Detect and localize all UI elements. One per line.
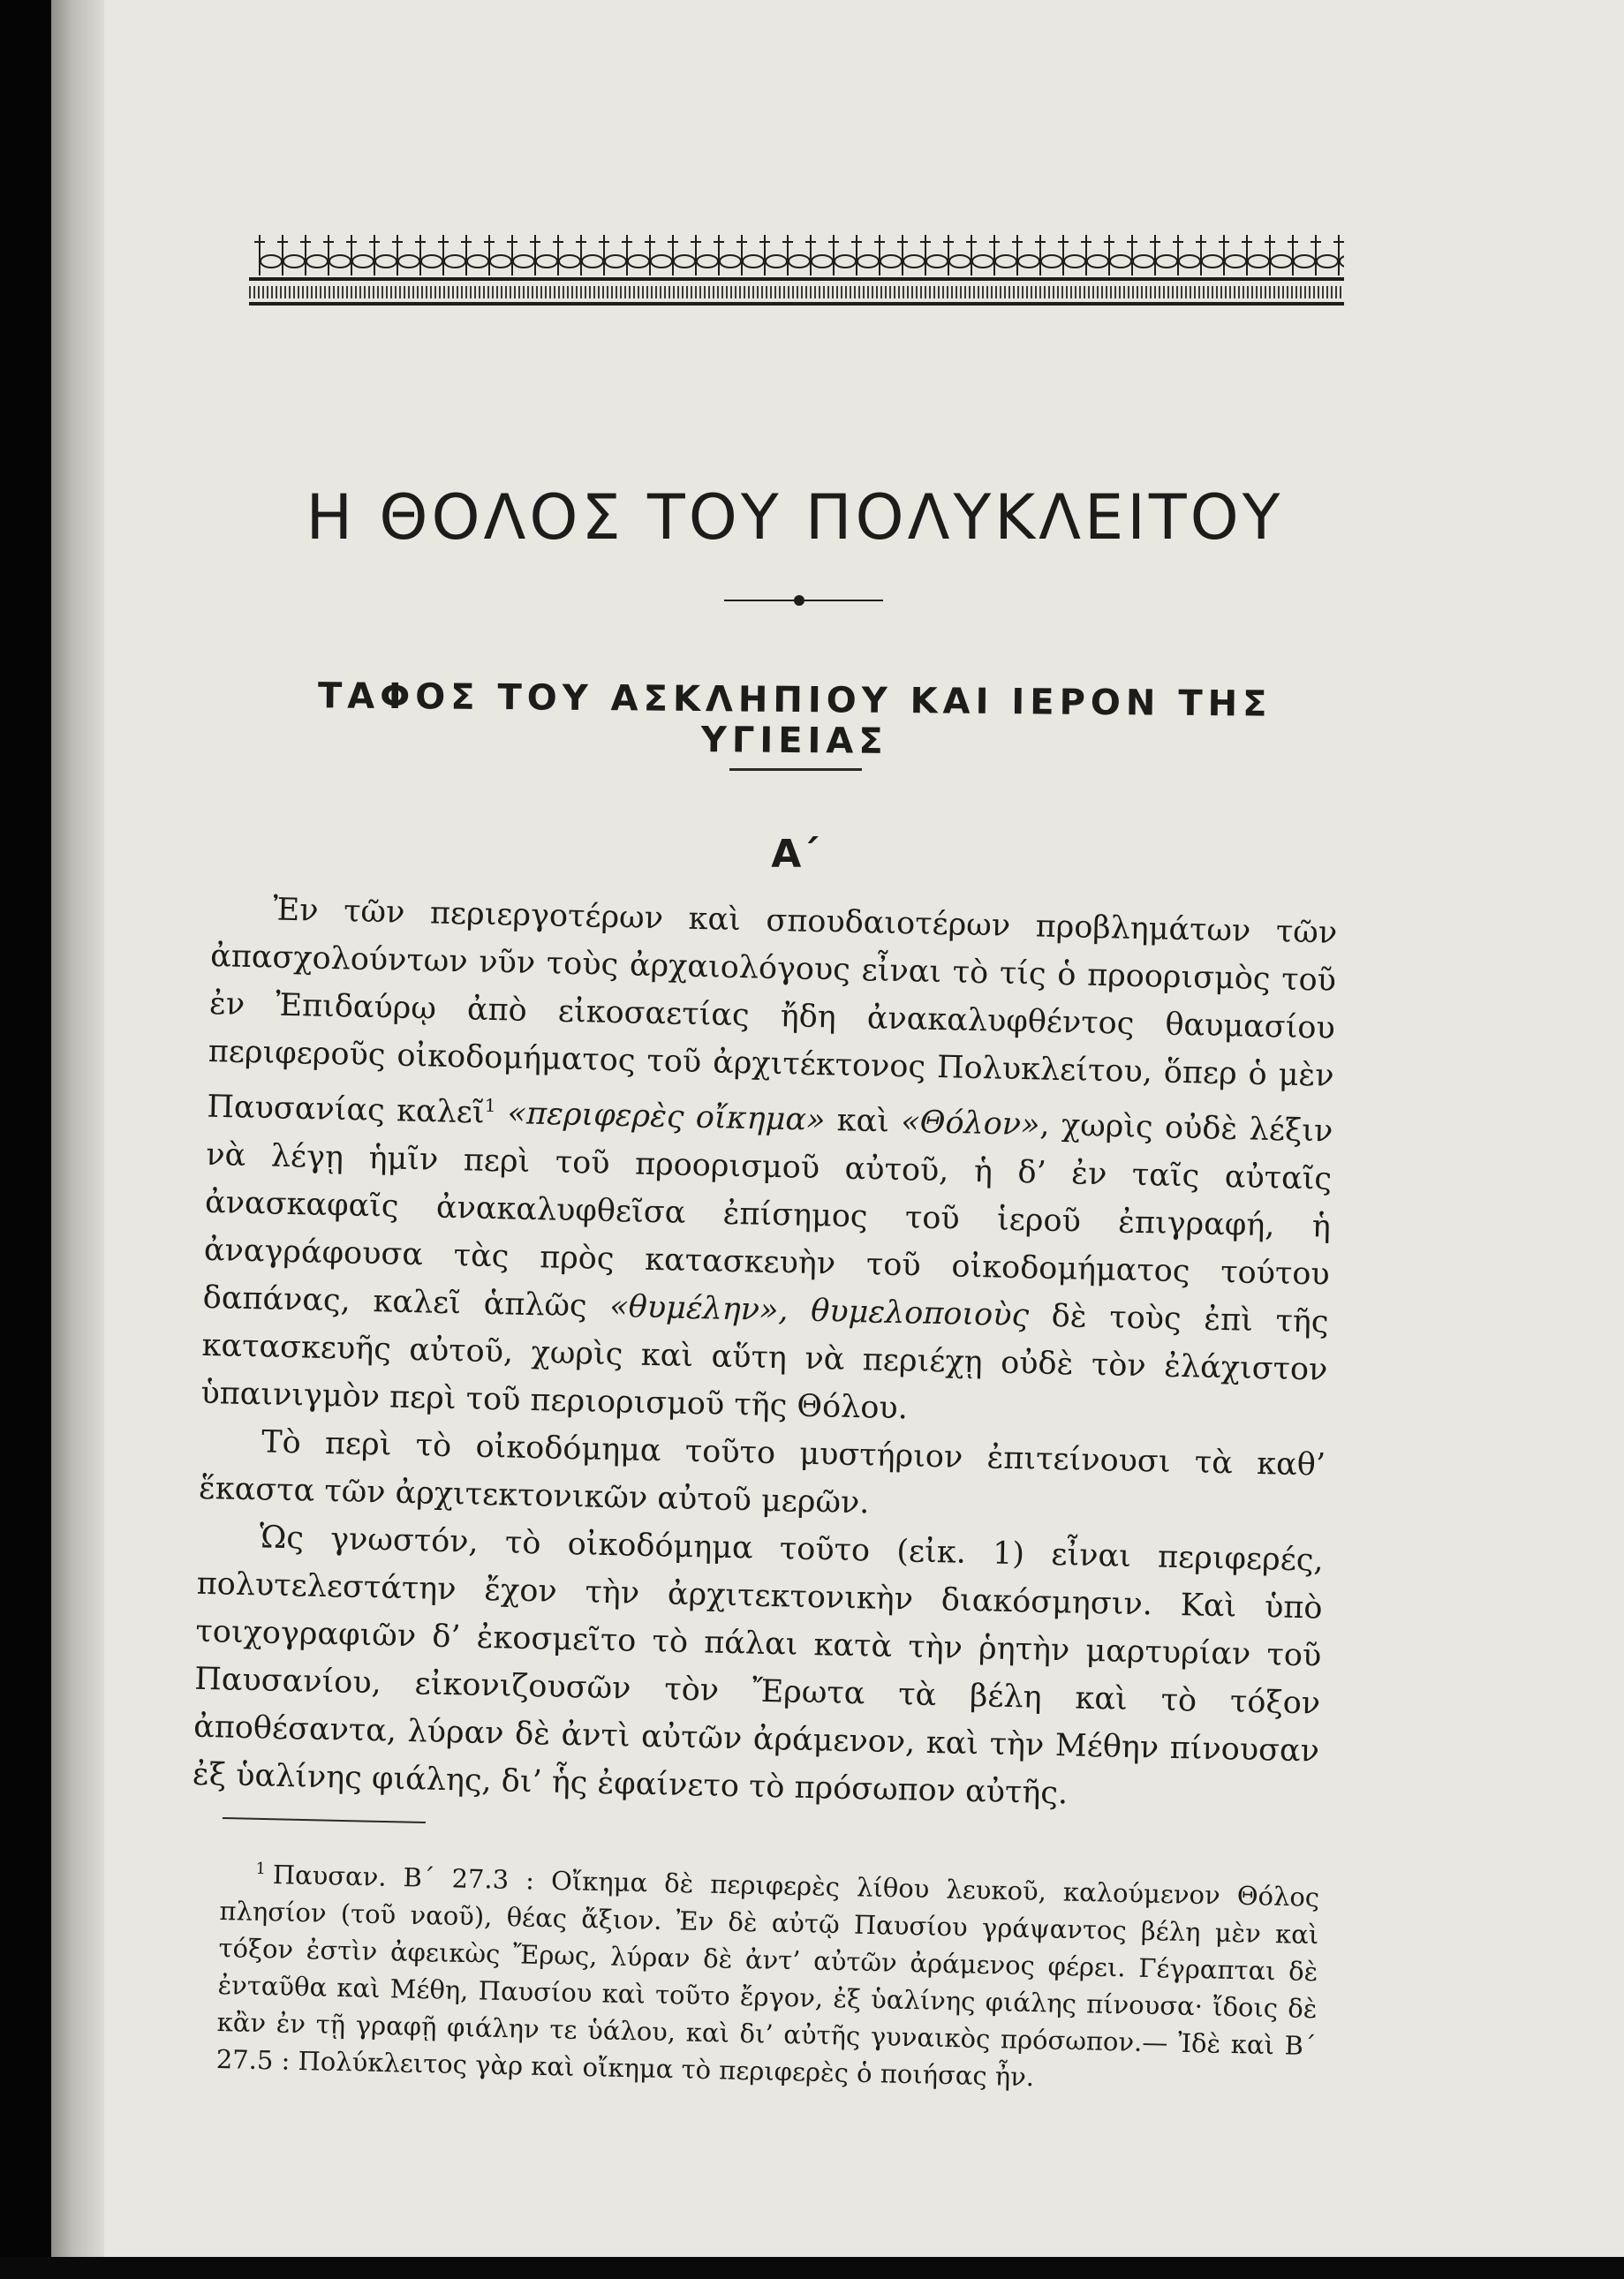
body-text-run	[495, 1096, 508, 1131]
section-number: Α΄	[771, 832, 819, 877]
body-text-run: Ἐν τῶν περιεργοτέρων καὶ σπουδαιοτέρων προβλημάτων τῶν ἀπασχολούντων νῦν τοὺς ἀρχαιολόγους εἶναι τὸ τίς ὁ προορισμὸς τοῦ ἐν Ἐπιδαύρῳ ἀπὸ εἰκοσαετίας ἤδη ἀνακαλυφθέντος θαυμασίου περιφεροῦς οἰκοδομήματος τοῦ ἀρχιτέκτονος Πολυκλείτου, ὅπερ ὁ μὲν Παυσανίας καλεῖ	[207, 892, 1338, 1131]
body-paragraph	[192, 1512, 1324, 1822]
body-text-run: Ὡς γνωστόν, τὸ οἰκοδόμημα τοῦτο (εἰκ. 1) εἶναι περιφερές, πολυτελεστάτην ἔχον τὴν ἀρχιτεκτονικὴν διακόσμησιν. Καὶ ὑπὸ τοιχογραφιῶν δ’ ἐκοσμεῖτο τὸ πάλαι κατὰ τὴν ῥητὴν μαρτυρίαν τοῦ Παυσανίου, εἰκονιζουσῶν τὸν Ἔρωτα τὰ βέλη καὶ τὸ τόξον ἀποθέσαντα, λύραν δὲ ἀντὶ αὐτῶν ἀράμενον, καὶ τὴν Μέθην πίνουσαν ἐξ ὑαλίνης φιάλης, δι’ ἧς ἐφαίνετο τὸ πρόσωπον αὐτῆς.	[192, 1520, 1325, 1812]
page-title: Η ΘΟΛΟΣ ΤΟΥ ΠΟΛΥΚΛΕΙΤΟΥ	[306, 481, 1284, 554]
subtitle-rule	[729, 768, 862, 771]
footnotes	[215, 1850, 1319, 2102]
body-text-run: Τὸ περὶ τὸ οἰκοδόμημα τοῦτο μυστήριον ἐπιτείνουσι τὰ καθ’ ἕκαστα τῶν ἀρχιτεκτονικῶν αὐτοῦ μερῶν.	[198, 1424, 1326, 1521]
italic-quotation: «θυμέλην», θυμελοποιοὺς	[608, 1288, 1030, 1333]
body-paragraph	[200, 885, 1338, 1441]
page-subtitle: ΤΑΦΟΣ ΤΟΥ ΑΣΚΛΗΠΙΟΥ ΚΑΙ ΙΕΡΟΝ ΤΗΣ ΥΓΙΕΙΑΣ	[317, 675, 1273, 762]
footnote	[215, 1850, 1319, 2102]
body-text-run: , χωρὶς οὐδὲ λέξιν νὰ λέγῃ ἡμῖν περὶ τοῦ προορισμοῦ αὐτοῦ, ἡ δ’ ἐν ταῖς αὐταῖς ἀνασκαφαῖς ἀνακαλυφθεῖσα ἐπίσημος τοῦ ἱεροῦ ἐπιγραφή, ἡ ἀναγράφουσα τὰς πρὸς κατασκευὴν τοῦ οἰκοδομήματος τούτου δαπάνας, καλεῖ ἁπλῶς	[202, 1107, 1333, 1324]
decorative-headpiece-ornament	[249, 231, 1344, 328]
scan-page-gutter	[51, 0, 104, 2279]
italic-quotation: «Θόλον»	[900, 1104, 1040, 1143]
scan-dark-edge-left	[0, 0, 51, 2279]
scan-dark-edge-bottom	[0, 2257, 1624, 2279]
footnote-marker: 1	[255, 1859, 267, 1879]
body-text	[192, 885, 1337, 1822]
footnote-text: Παυσαν. Β΄ 27.3 : Οἴκημα δὲ περιφερὲς λίθου λευκοῦ, καλούμενον Θόλος πλησίον (τοῦ ναοῦ), θέας ἄξιον. Ἐν δὲ αὐτῷ Παυσίου γράψαντος βέλη μὲν καὶ τόξον ἐστὶν ἀφεικὼς Ἔρως, λύραν δὲ ἀντ’ αὐτῶν ἀράμενος φέρει. Γέγραπται δὲ ἐνταῦθα καὶ Μέθη, Παυσίου καὶ τοῦτο ἔργον, ἐξ ὑαλίνης φιάλης πίνουσα· ἴδοις δὲ κἂν ἐν τῇ γραφῇ φιάλην τε ὑάλου, καὶ δι’ αὐτῆς γυναικὸς πρόσωπον.— Ἰδὲ καὶ Β΄ 27.5 : Πολύκλειτος γὰρ καὶ οἴκημα τὸ περιφερὲς ὁ ποιήσας ἦν.	[215, 1859, 1320, 2092]
body-text-run: καὶ	[824, 1102, 902, 1140]
title-divider-ornament	[724, 592, 883, 609]
body-text-run: δὲ τοὺς ἐπὶ τῆς κατασκευῆς αὐτοῦ, χωρὶς καὶ αὕτη νὰ περιέχῃ οὐδὲ τὸν ἐλάχιστον ὑπαινιγμὸν περὶ τοῦ περιορισμοῦ τῆς Θόλου.	[200, 1297, 1329, 1426]
footnote-reference: 1	[484, 1094, 496, 1117]
italic-quotation: «περιφερὲς οἴκημα»	[507, 1096, 826, 1138]
